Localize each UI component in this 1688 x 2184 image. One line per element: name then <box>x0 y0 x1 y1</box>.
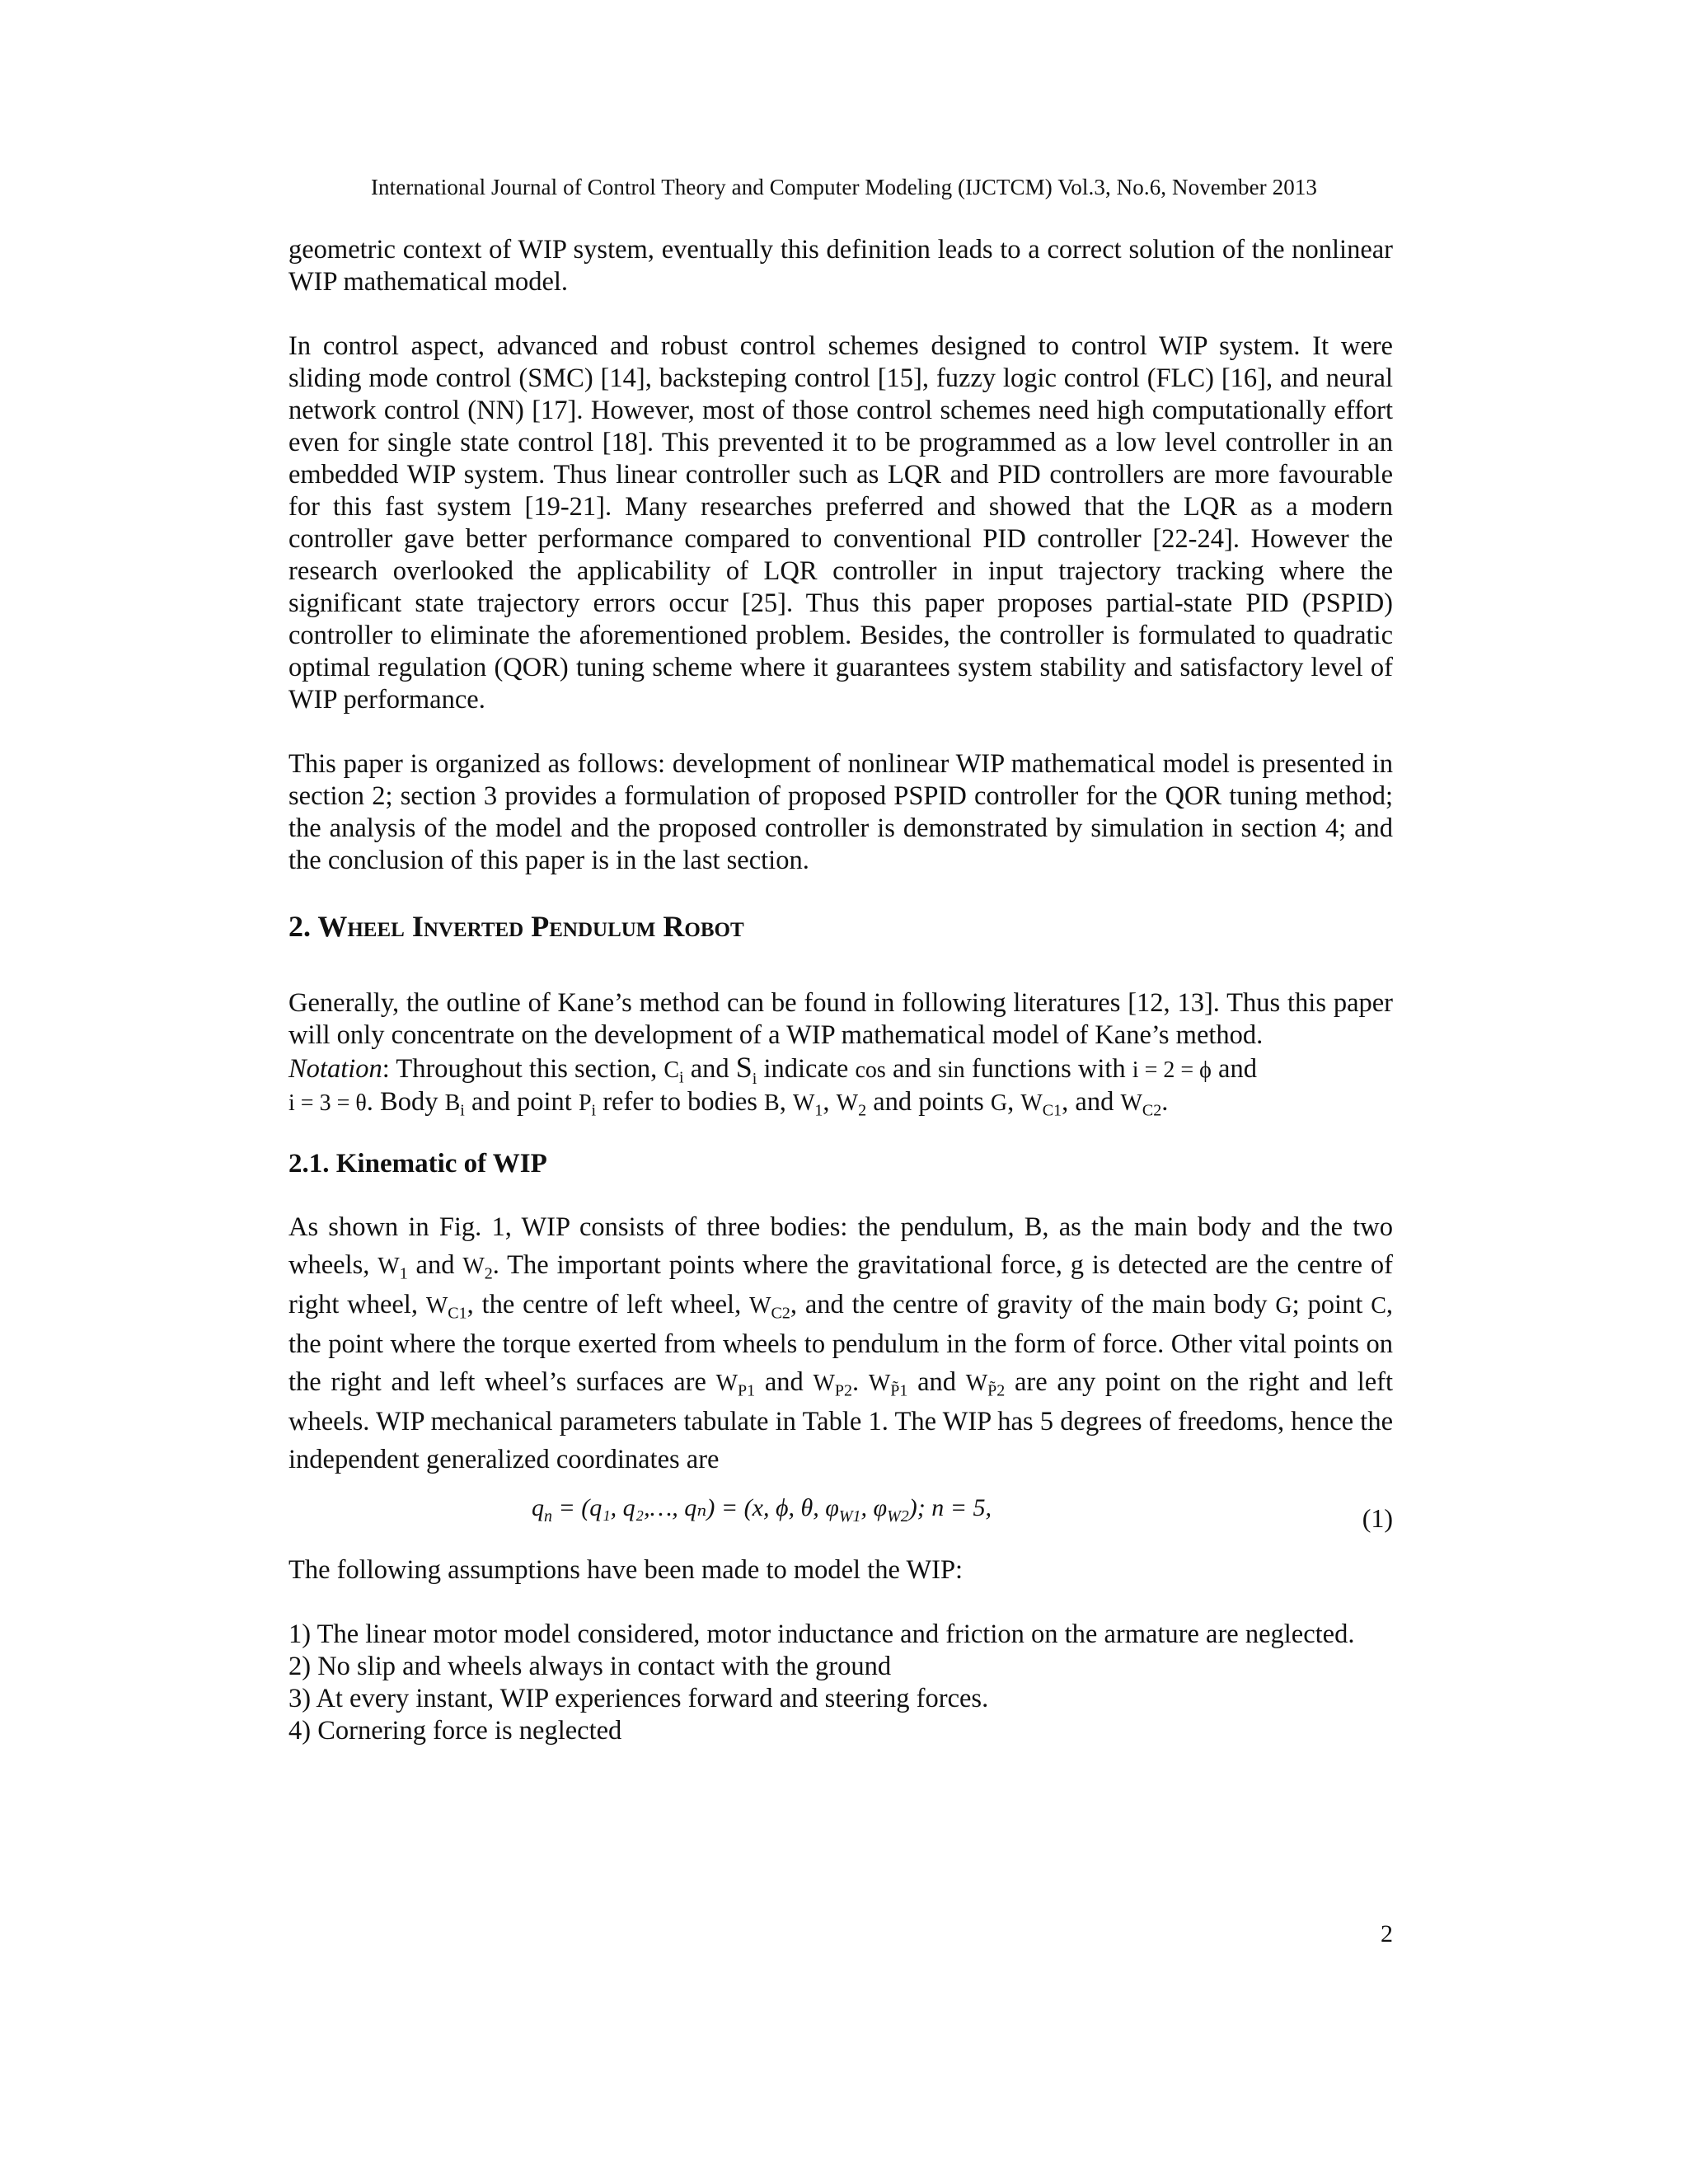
assumption-4: 4) Cornering force is neglected <box>288 1716 622 1746</box>
paragraph-control-aspect: In control aspect, advanced and robust control schemes designed to control WIP system. It were sliding mode control (SMC) [14], backsteping control [15], fuzzy logic control (FLC) [16], and neural network control (NN) [17]. However, most of those control schemes need high computationally effort even for single state control [18]. This prevented it to be programmed as a low level controller in an embedded WIP system. Thus linear controller such as LQR and PID controllers are more favourable for this fast system [19-21]. Many researches preferred and showed that the LQR as a modern controller gave better performance compared to conventional PID controller [22-24]. However the research overlooked the applicability of LQR controller in input trajectory tracking where the significant state trajectory errors occur [25]. Thus this paper proposes partial-state PID (PSPID) controller to eliminate the aforementioned problem. Besides, the controller is formulated to quadratic optimal regulation (QOR) tuning scheme where it guarantees system stability and satisfactory level of WIP performance. <box>288 331 1393 715</box>
paragraph-assumptions-intro: The following assumptions have been made to model the WIP: <box>288 1555 964 1585</box>
running-header: International Journal of Control Theory and Computer Modeling (IJCTCM) Vol.3, No.6, November 2013 <box>370 175 1318 199</box>
equation-number: (1) <box>1362 1503 1393 1533</box>
paragraph-kane-method: Generally, the outline of Kane’s method can be found in following literatures [12, 13]. Thus this paper will only concentrate on the development of a WIP mathematical model of Kane’s method. <box>288 988 1393 1050</box>
paragraph-kinematic: As shown in Fig. 1, WIP consists of three bodies: the pendulum, B, as the main body and the two wheels, $W_1$ and $W_2$. The important points where the gravitational force, g is detected are the centre of right wheel, $W_{C1}$, the centre of left wheel, $W_{C2}$, and the centre of gravity of the main body G; point C, the point where the torque exerted from wheels to pendulum in the form of force. Other vital points on the right and left wheel’s surfaces are $W_{P1}$ and $W_{P2}$. $W_{P̃1}$ and $W_{P̃2}$ are any point on the right and left wheels. WIP mechanical parameters tabulate in Table 1. The WIP has 5 degrees of freedoms, hence the independent generalized coordinates are <box>288 1212 1394 1474</box>
assumption-2: 2) No slip and wheels always in contact with the ground <box>288 1652 892 1681</box>
paragraph-intro-end: geometric context of WIP system, eventually this definition leads to a correct solution of the nonlinear WIP mathematical model. <box>288 235 1393 297</box>
section-heading-2: 2. Wheel Inverted Pendulum Robot <box>288 910 744 943</box>
equation-1 <box>288 1487 1393 1548</box>
equation-body: $q_n = (q_1$, q₂,…, qₙ) = (x, ϕ, θ, $\varphi_{W1}$, $\varphi_{W2}$); n = 5, <box>532 1494 992 1526</box>
assumption-1: 1) The linear motor model considered, motor inductance and friction on the armature are neglected. <box>288 1619 1355 1649</box>
page-body <box>288 234 1393 1747</box>
paragraph-organization: This paper is organized as follows: development of nonlinear WIP mathematical model is presented in section 2; section 3 provides a formulation of proposed PSPID controller for the QOR tuning method; the analysis of the model and the proposed controller is demonstrated by simulation in section 4; and the conclusion of this paper is in the last section. <box>288 749 1393 875</box>
paragraph-notation: Notation: Throughout this section, $C_i$ and $S_i$ indicate cos and sin functions with i = 2 = ϕ and i = 3 = θ. Body $B_i$ and point $P_i$ refer to bodies B, $W_1$, $W_2$ and points G, $W_{C1}$, and $W_{C2}$. <box>288 1051 1257 1120</box>
subsection-heading-2-1: 2.1. Kinematic of WIP <box>288 1149 547 1179</box>
assumption-3: 3) At every instant, WIP experiences forward and steering forces. <box>288 1684 989 1713</box>
page-number: 2 <box>1381 1920 1393 1947</box>
